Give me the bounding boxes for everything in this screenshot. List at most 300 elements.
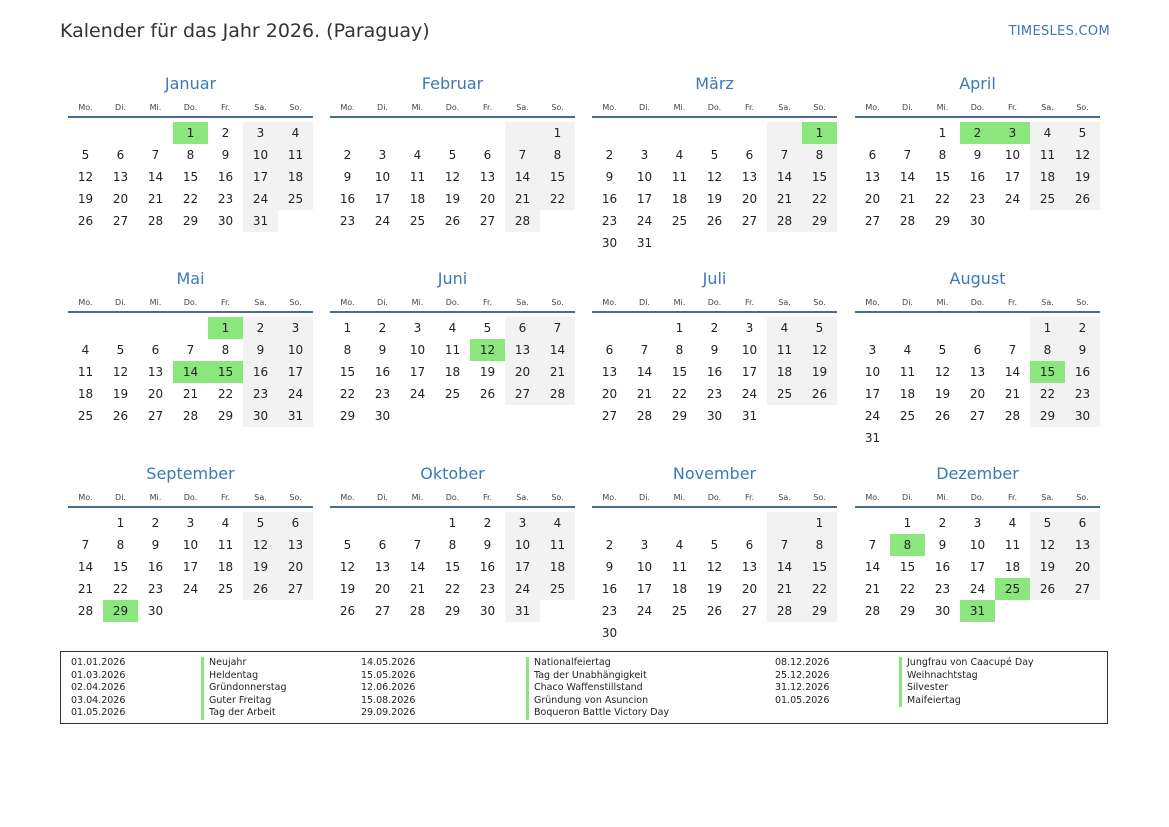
day-grid	[592, 317, 837, 427]
day-cell: 8	[802, 144, 837, 166]
month-4	[855, 73, 1100, 232]
day-cell: 10	[409, 343, 426, 357]
day-cell: 5	[483, 321, 492, 335]
weekday-label: Mo.	[602, 103, 617, 112]
weekday-label: Mo.	[78, 103, 93, 112]
weekday-label: Mi.	[149, 103, 162, 112]
weekday-label: So.	[813, 493, 826, 502]
day-cell: 30	[969, 214, 986, 228]
empty-cell	[592, 512, 627, 534]
day-cell: 22	[182, 192, 199, 206]
empty-cell	[365, 512, 400, 534]
day-cell: 11	[77, 365, 94, 379]
month-3	[592, 73, 837, 254]
day-cell: 24	[636, 214, 653, 228]
day-cell: 2	[343, 148, 352, 162]
holiday-day: 1	[173, 122, 208, 144]
empty-cell	[662, 122, 697, 144]
day-cell: 9	[605, 560, 614, 574]
day-cell: 22	[934, 192, 951, 206]
day-cell: 11	[767, 339, 802, 361]
day-cell: 27	[864, 214, 881, 228]
day-cell: 18	[77, 387, 94, 401]
weekday-label: Mo.	[865, 298, 880, 307]
day-cell: 28	[767, 600, 802, 622]
day-cell: 10	[243, 144, 278, 166]
day-cell: 2	[243, 317, 278, 339]
day-cell: 15	[182, 170, 199, 184]
weekday-label: Mi.	[411, 103, 424, 112]
empty-cell	[767, 122, 802, 144]
day-cell: 6	[483, 148, 492, 162]
day-cell: 13	[374, 560, 391, 574]
day-cell: 22	[339, 387, 356, 401]
day-cell: 1	[903, 516, 912, 530]
day-cell: 3	[505, 512, 540, 534]
day-cell: 24	[409, 387, 426, 401]
day-cell: 27	[147, 409, 164, 423]
weekday-header	[592, 295, 837, 313]
weekday-label: Do.	[183, 493, 198, 502]
empty-cell	[732, 122, 767, 144]
day-cell: 26	[802, 383, 837, 405]
legend-holiday-name: Chaco Waffenstillstand	[526, 682, 669, 695]
day-cell: 7	[505, 144, 540, 166]
weekday-label: Do.	[445, 103, 460, 112]
day-cell: 5	[710, 148, 719, 162]
day-cell: 23	[1065, 383, 1100, 405]
legend-date: 15.08.2026	[361, 694, 416, 706]
month-8	[855, 268, 1100, 449]
legend-holiday-name: Gründonnerstag	[201, 682, 286, 695]
day-cell: 3	[973, 516, 982, 530]
day-cell: 10	[636, 170, 653, 184]
day-cell: 30	[934, 604, 951, 618]
day-cell: 23	[601, 214, 618, 228]
day-cell: 3	[243, 122, 278, 144]
day-cell: 21	[864, 582, 881, 596]
weekday-label: Sa.	[778, 298, 791, 307]
weekday-label: So.	[1076, 493, 1089, 502]
day-cell: 6	[278, 512, 313, 534]
day-cell: 23	[147, 582, 164, 596]
day-cell: 27	[505, 383, 540, 405]
empty-cell	[627, 317, 662, 339]
day-cell: 17	[636, 192, 653, 206]
weekday-label: Di.	[115, 103, 126, 112]
empty-cell	[855, 122, 890, 144]
day-cell: 20	[969, 387, 986, 401]
empty-cell	[767, 512, 802, 534]
day-cell: 10	[1004, 148, 1021, 162]
day-cell: 6	[116, 148, 125, 162]
weekday-label: Fr.	[482, 298, 493, 307]
weekday-label: Fr.	[220, 493, 231, 502]
day-cell: 19	[1065, 166, 1100, 188]
day-cell: 5	[1065, 122, 1100, 144]
day-cell: 20	[374, 582, 391, 596]
day-cell: 25	[671, 604, 688, 618]
day-cell: 9	[483, 538, 492, 552]
day-cell: 21	[182, 387, 199, 401]
day-grid	[855, 122, 1100, 232]
day-cell: 17	[505, 556, 540, 578]
empty-cell	[995, 317, 1030, 339]
day-cell: 24	[969, 582, 986, 596]
weekday-label: Fr.	[744, 298, 755, 307]
empty-cell	[68, 317, 103, 339]
day-cell: 12	[1065, 144, 1100, 166]
day-cell: 9	[605, 170, 614, 184]
day-cell: 20	[864, 192, 881, 206]
day-cell: 31	[278, 405, 313, 427]
day-cell: 21	[1004, 387, 1021, 401]
day-cell: 25	[77, 409, 94, 423]
weekday-label: So.	[813, 103, 826, 112]
empty-cell	[400, 512, 435, 534]
day-cell: 12	[802, 339, 837, 361]
weekday-label: Mo.	[602, 493, 617, 502]
day-cell: 7	[186, 343, 195, 357]
day-cell: 28	[77, 604, 94, 618]
day-cell: 12	[243, 534, 278, 556]
weekday-label: Mo.	[340, 493, 355, 502]
day-cell: 24	[505, 578, 540, 600]
day-cell: 29	[339, 409, 356, 423]
day-grid	[855, 317, 1100, 449]
day-cell: 22	[444, 582, 461, 596]
legend-holiday-name: Boqueron Battle Victory Day	[526, 707, 669, 720]
day-cell: 21	[77, 582, 94, 596]
weekday-label: Di.	[115, 298, 126, 307]
day-cell: 1	[1030, 317, 1065, 339]
legend-date: 31.12.2026	[775, 682, 830, 693]
day-cell: 16	[374, 365, 391, 379]
empty-cell	[627, 512, 662, 534]
weekday-label: Di.	[639, 103, 650, 112]
day-cell: 18	[899, 387, 916, 401]
day-cell: 30	[706, 409, 723, 423]
month-name: August	[949, 269, 1006, 288]
weekday-header	[330, 295, 575, 313]
day-cell: 27	[741, 214, 758, 228]
day-cell: 14	[767, 556, 802, 578]
day-cell: 28	[409, 604, 426, 618]
holiday-day: 8	[890, 534, 925, 556]
day-cell: 26	[934, 409, 951, 423]
day-cell: 27	[601, 409, 618, 423]
day-cell: 17	[409, 365, 426, 379]
day-cell: 5	[243, 512, 278, 534]
day-cell: 29	[182, 214, 199, 228]
weekday-label: Do.	[445, 298, 460, 307]
day-cell: 30	[147, 604, 164, 618]
day-cell: 18	[671, 192, 688, 206]
day-cell: 29	[802, 600, 837, 622]
empty-cell	[330, 122, 365, 144]
day-cell: 15	[671, 365, 688, 379]
day-cell: 12	[1030, 534, 1065, 556]
month-6	[330, 268, 575, 427]
day-cell: 19	[243, 556, 278, 578]
weekday-label: Sa.	[1041, 298, 1054, 307]
month-12	[855, 463, 1100, 622]
day-cell: 29	[899, 604, 916, 618]
day-cell: 16	[479, 560, 496, 574]
day-grid	[68, 512, 313, 622]
day-cell: 18	[278, 166, 313, 188]
day-cell: 12	[706, 560, 723, 574]
day-cell: 25	[409, 214, 426, 228]
legend-holiday-name: Guter Freitag	[201, 695, 286, 708]
day-cell: 21	[636, 387, 653, 401]
day-cell: 15	[112, 560, 129, 574]
day-cell: 30	[601, 626, 618, 640]
day-cell: 16	[243, 361, 278, 383]
day-cell: 3	[278, 317, 313, 339]
weekday-label: Sa.	[516, 103, 529, 112]
day-cell: 25	[671, 214, 688, 228]
weekday-label: Do.	[183, 103, 198, 112]
day-cell: 1	[938, 126, 947, 140]
weekday-label: Di.	[639, 493, 650, 502]
empty-cell	[138, 317, 173, 339]
day-cell: 13	[1065, 534, 1100, 556]
day-cell: 22	[540, 188, 575, 210]
holiday-day: 31	[960, 600, 995, 622]
day-cell: 15	[540, 166, 575, 188]
weekday-label: So.	[813, 298, 826, 307]
day-cell: 27	[1065, 578, 1100, 600]
weekday-label: Di.	[902, 493, 913, 502]
empty-cell	[890, 122, 925, 144]
weekday-label: Sa.	[254, 103, 267, 112]
month-name: Februar	[421, 74, 484, 93]
day-cell: 13	[505, 339, 540, 361]
day-cell: 25	[767, 383, 802, 405]
day-cell: 16	[217, 170, 234, 184]
weekday-header	[855, 295, 1100, 313]
weekday-label: Sa.	[1041, 103, 1054, 112]
day-cell: 2	[938, 516, 947, 530]
day-cell: 10	[374, 170, 391, 184]
weekday-label: So.	[551, 298, 564, 307]
day-cell: 4	[1030, 122, 1065, 144]
day-cell: 11	[409, 170, 426, 184]
holiday-legend	[60, 651, 1108, 724]
day-cell: 27	[741, 604, 758, 618]
day-cell: 20	[1065, 556, 1100, 578]
weekday-label: Fr.	[1007, 103, 1018, 112]
day-cell: 25	[217, 582, 234, 596]
site-link[interactable]: TIMESLES.COM	[1008, 24, 1110, 39]
month-7	[592, 268, 837, 427]
day-cell: 16	[934, 560, 951, 574]
weekday-label: So.	[289, 298, 302, 307]
weekday-header	[855, 490, 1100, 508]
day-cell: 15	[899, 560, 916, 574]
month-name: Mai	[176, 269, 205, 288]
empty-cell	[732, 512, 767, 534]
day-cell: 19	[77, 192, 94, 206]
day-cell: 15	[444, 560, 461, 574]
day-cell: 22	[217, 387, 234, 401]
weekday-label: Fr.	[1007, 493, 1018, 502]
weekday-label: Di.	[115, 493, 126, 502]
day-cell: 15	[339, 365, 356, 379]
day-cell: 4	[413, 148, 422, 162]
weekday-label: Sa.	[516, 298, 529, 307]
day-cell: 27	[374, 604, 391, 618]
month-9	[68, 463, 313, 622]
day-cell: 7	[540, 317, 575, 339]
day-cell: 8	[1030, 339, 1065, 361]
legend-date: 25.12.2026	[775, 669, 830, 681]
day-cell: 26	[706, 604, 723, 618]
day-cell: 4	[903, 343, 912, 357]
day-cell: 4	[675, 148, 684, 162]
day-cell: 28	[864, 604, 881, 618]
weekday-label: Di.	[639, 298, 650, 307]
legend-holiday-name: Heldentag	[201, 670, 286, 683]
empty-cell	[68, 512, 103, 534]
day-cell: 8	[675, 343, 684, 357]
holiday-day: 14	[173, 361, 208, 383]
day-cell: 17	[1004, 170, 1021, 184]
day-cell: 18	[767, 361, 802, 383]
weekday-label: Mo.	[865, 103, 880, 112]
day-cell: 13	[147, 365, 164, 379]
day-cell: 27	[278, 578, 313, 600]
day-cell: 28	[1004, 409, 1021, 423]
day-cell: 9	[343, 170, 352, 184]
day-cell: 29	[671, 409, 688, 423]
weekday-label: Sa.	[778, 103, 791, 112]
empty-cell	[697, 122, 732, 144]
day-cell: 5	[938, 343, 947, 357]
weekday-label: So.	[551, 493, 564, 502]
day-cell: 28	[182, 409, 199, 423]
weekday-label: Do.	[707, 298, 722, 307]
weekday-label: Do.	[183, 298, 198, 307]
day-cell: 7	[767, 534, 802, 556]
legend-date: 01.05.2026	[71, 707, 126, 718]
day-cell: 21	[767, 188, 802, 210]
empty-cell	[173, 317, 208, 339]
weekday-label: Do.	[970, 493, 985, 502]
day-cell: 1	[343, 321, 352, 335]
day-cell: 10	[505, 534, 540, 556]
month-name: Oktober	[420, 464, 485, 483]
weekday-header	[330, 100, 575, 118]
weekday-label: Di.	[902, 103, 913, 112]
weekday-label: Fr.	[744, 103, 755, 112]
day-cell: 10	[864, 365, 881, 379]
day-cell: 2	[1065, 317, 1100, 339]
day-cell: 3	[868, 343, 877, 357]
day-cell: 6	[378, 538, 387, 552]
day-cell: 3	[378, 148, 387, 162]
day-cell: 8	[540, 144, 575, 166]
day-cell: 4	[767, 317, 802, 339]
day-cell: 16	[339, 192, 356, 206]
weekday-header	[330, 490, 575, 508]
day-cell: 4	[675, 538, 684, 552]
day-cell: 5	[1030, 512, 1065, 534]
day-cell: 23	[934, 582, 951, 596]
day-cell: 20	[112, 192, 129, 206]
day-cell: 23	[706, 387, 723, 401]
day-cell: 9	[378, 343, 387, 357]
day-cell: 29	[802, 210, 837, 232]
day-cell: 23	[374, 387, 391, 401]
day-cell: 5	[343, 538, 352, 552]
holiday-day: 1	[208, 317, 243, 339]
weekday-label: Sa.	[1041, 493, 1054, 502]
day-cell: 19	[339, 582, 356, 596]
day-cell: 19	[112, 387, 129, 401]
day-cell: 4	[1008, 516, 1017, 530]
weekday-header	[68, 100, 313, 118]
legend-date: 12.06.2026	[361, 682, 416, 693]
day-cell: 26	[339, 604, 356, 618]
holiday-day: 15	[1030, 361, 1065, 383]
day-cell: 13	[112, 170, 129, 184]
day-cell: 24	[278, 383, 313, 405]
day-cell: 6	[868, 148, 877, 162]
weekday-label: Mo.	[340, 298, 355, 307]
day-cell: 11	[444, 343, 461, 357]
day-cell: 30	[217, 214, 234, 228]
day-cell: 26	[479, 387, 496, 401]
day-cell: 9	[973, 148, 982, 162]
holiday-day: 3	[995, 122, 1030, 144]
day-cell: 21	[409, 582, 426, 596]
holiday-day: 29	[103, 600, 138, 622]
weekday-label: Di.	[377, 298, 388, 307]
day-cell: 29	[444, 604, 461, 618]
day-cell: 28	[899, 214, 916, 228]
legend-date: 08.12.2026	[775, 657, 830, 668]
day-cell: 6	[973, 343, 982, 357]
day-cell: 19	[479, 365, 496, 379]
day-cell: 21	[505, 188, 540, 210]
weekday-label: Mi.	[411, 493, 424, 502]
day-cell: 11	[671, 170, 688, 184]
day-cell: 5	[448, 148, 457, 162]
day-cell: 27	[112, 214, 129, 228]
day-cell: 16	[601, 582, 618, 596]
day-cell: 7	[868, 538, 877, 552]
day-cell: 8	[116, 538, 125, 552]
day-cell: 13	[601, 365, 618, 379]
day-cell: 24	[741, 387, 758, 401]
empty-cell	[505, 122, 540, 144]
empty-cell	[68, 122, 103, 144]
weekday-label: Do.	[970, 103, 985, 112]
day-cell: 11	[1004, 538, 1021, 552]
day-cell: 1	[116, 516, 125, 530]
day-cell: 8	[186, 148, 195, 162]
day-cell: 13	[741, 560, 758, 574]
day-cell: 7	[640, 343, 649, 357]
weekday-label: Sa.	[254, 298, 267, 307]
empty-cell	[592, 317, 627, 339]
weekday-label: Mi.	[936, 103, 949, 112]
weekday-label: Fr.	[220, 103, 231, 112]
day-grid	[68, 317, 313, 427]
legend-names	[201, 657, 286, 720]
